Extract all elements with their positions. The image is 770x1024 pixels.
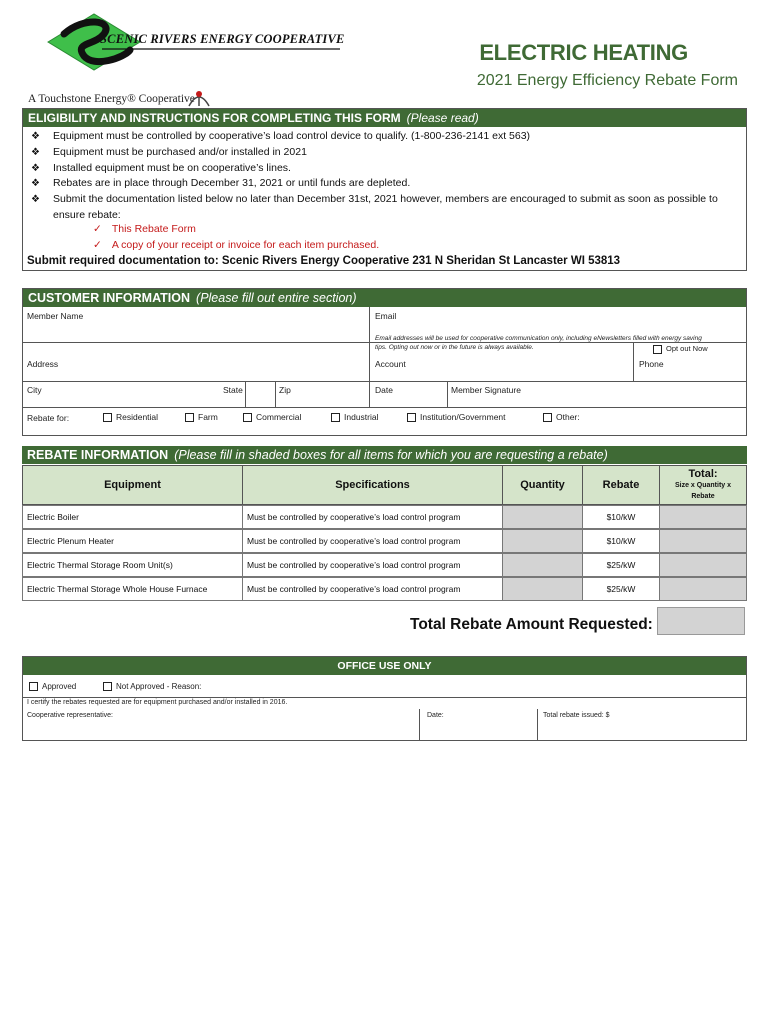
date-label: Date (375, 385, 393, 395)
quantity-input[interactable] (502, 553, 583, 577)
total-rebate-label: Total Rebate Amount Requested: (410, 616, 653, 633)
rebate-for-label: Rebate for: (27, 413, 70, 423)
eligibility-section (22, 108, 747, 271)
zip-label: Zip (279, 385, 291, 395)
org-name: SCENIC RIVERS ENERGY COOPERATIVE (100, 32, 345, 46)
sub-item: ✓ This Rebate Form (93, 223, 196, 235)
total-input[interactable] (659, 505, 747, 529)
institution-checkbox[interactable] (407, 413, 416, 422)
quantity-input[interactable] (502, 577, 583, 601)
diamond-bullet-icon: ❖ (31, 146, 40, 158)
state-label: State (223, 385, 243, 395)
rebate-cell: $10/kW (582, 529, 660, 553)
option-industrial[interactable]: Industrial (331, 412, 379, 422)
farm-checkbox[interactable] (185, 413, 194, 422)
office-heading: OFFICE USE ONLY (23, 657, 746, 675)
spec-cell: Must be controlled by cooperative’s load control program (242, 529, 503, 553)
list-item: ❖ Installed equipment must be on cooperative’s lines. (29, 161, 729, 177)
form-title: ELECTRIC HEATING (479, 40, 688, 65)
diamond-bullet-icon: ❖ (31, 178, 40, 190)
list-item: ❖ Equipment must be purchased and/or installed in 2021 (29, 145, 729, 161)
eligibility-list (29, 129, 729, 224)
opt-out-checkbox[interactable] (653, 345, 662, 354)
diamond-bullet-icon: ❖ (31, 162, 40, 174)
option-residential[interactable]: Residential (103, 412, 158, 422)
customer-section (22, 288, 747, 436)
sub-item: ✓ A copy of your receipt or invoice for each item purchased. (93, 239, 380, 251)
spec-cell: Must be controlled by cooperative’s load control program (242, 577, 503, 601)
total-rebate-input[interactable] (657, 607, 745, 635)
col-quantity: Quantity (502, 465, 583, 505)
list-item: ❖ Rebates are in place through December 31, 2021 or until funds are depleted. (29, 176, 729, 192)
commercial-checkbox[interactable] (243, 413, 252, 422)
option-institution[interactable]: Institution/Government (407, 412, 506, 422)
office-date-label: Date: (427, 712, 444, 719)
list-item: ❖ Equipment must be controlled by cooperative’s load control device to qualify. (1-800-236-2141 ext 563) (29, 129, 729, 145)
checkmark-icon: ✓ (93, 239, 102, 251)
total-input[interactable] (659, 577, 747, 601)
rebate-heading: REBATE INFORMATION (Please fill in shaded boxes for all items for which you are requesting a rebate) (22, 446, 747, 464)
customer-heading: CUSTOMER INFORMATION (Please fill out entire section) (23, 289, 746, 307)
approved-option[interactable]: Approved (29, 682, 76, 691)
touchstone-tagline: A Touchstone Energy® Cooperative (28, 93, 195, 105)
industrial-checkbox[interactable] (331, 413, 340, 422)
spec-cell: Must be controlled by cooperative’s load control program (242, 505, 503, 529)
email-label: Email (375, 311, 397, 321)
not-approved-checkbox[interactable] (103, 682, 112, 691)
opt-out-option[interactable]: Opt out Now (653, 344, 708, 354)
spec-cell: Must be controlled by cooperative’s load control program (242, 553, 503, 577)
phone-label: Phone (639, 359, 664, 369)
member-name-label: Member Name (27, 311, 84, 321)
office-section (22, 656, 747, 741)
rebate-cell: $25/kW (582, 577, 660, 601)
approved-checkbox[interactable] (29, 682, 38, 691)
rebate-cell: $10/kW (582, 505, 660, 529)
touchstone-logo-icon (186, 86, 212, 108)
option-commercial[interactable]: Commercial (243, 412, 301, 422)
other-checkbox[interactable] (543, 413, 552, 422)
table-row: Electric Thermal Storage Room Unit(s) (22, 553, 243, 577)
submit-address: Submit required documentation to: Scenic Rivers Energy Cooperative 231 N Sheridan St Lancaster WI 53813 (27, 255, 621, 267)
form-subtitle: 2021 Energy Efficiency Rebate Form (476, 72, 738, 89)
diamond-bullet-icon: ❖ (31, 131, 40, 142)
table-row: Electric Plenum Heater (22, 529, 243, 553)
quantity-input[interactable] (502, 529, 583, 553)
total-issued-label: Total rebate issued: $ (543, 712, 610, 719)
col-equipment: Equipment (22, 465, 243, 505)
table-row: Electric Thermal Storage Whole House Furnace (22, 577, 243, 601)
total-input[interactable] (659, 553, 747, 577)
col-specifications: Specifications (242, 465, 503, 505)
city-label: City (27, 385, 42, 395)
not-approved-option[interactable]: Not Approved - Reason: (103, 682, 201, 691)
eligibility-heading: ELIGIBILITY AND INSTRUCTIONS FOR COMPLETING THIS FORM (Please read) (23, 109, 746, 127)
table-row: Electric Boiler (22, 505, 243, 529)
rebate-cell: $25/kW (582, 553, 660, 577)
address-label: Address (27, 359, 59, 369)
option-other[interactable]: Other: (543, 412, 580, 422)
diamond-bullet-icon: ❖ (31, 194, 40, 206)
email-note: Email addresses will be used for cooperative communication only, including eNewsletters filled with energy saving tips. Opting out now or in the future is always available. (375, 335, 702, 351)
rep-label: Cooperative representative: (27, 712, 113, 719)
residential-checkbox[interactable] (103, 413, 112, 422)
col-rebate: Rebate (582, 465, 660, 505)
option-farm[interactable]: Farm (185, 412, 218, 422)
signature-label: Member Signature (451, 385, 521, 395)
total-input[interactable] (659, 529, 747, 553)
checkmark-icon: ✓ (93, 223, 102, 235)
list-item: ❖ Submit the documentation listed below no later than December 31st, 2021 however, members are encouraged to submit as soon as possible to ensure rebate: (31, 193, 718, 221)
account-label: Account (375, 359, 406, 369)
certify-statement: I certify the rebates requested are for equipment purchased and/or installed in 2016. (27, 699, 288, 706)
quantity-input[interactable] (502, 505, 583, 529)
col-total: Total: Size x Quantity x Rebate (659, 465, 747, 505)
